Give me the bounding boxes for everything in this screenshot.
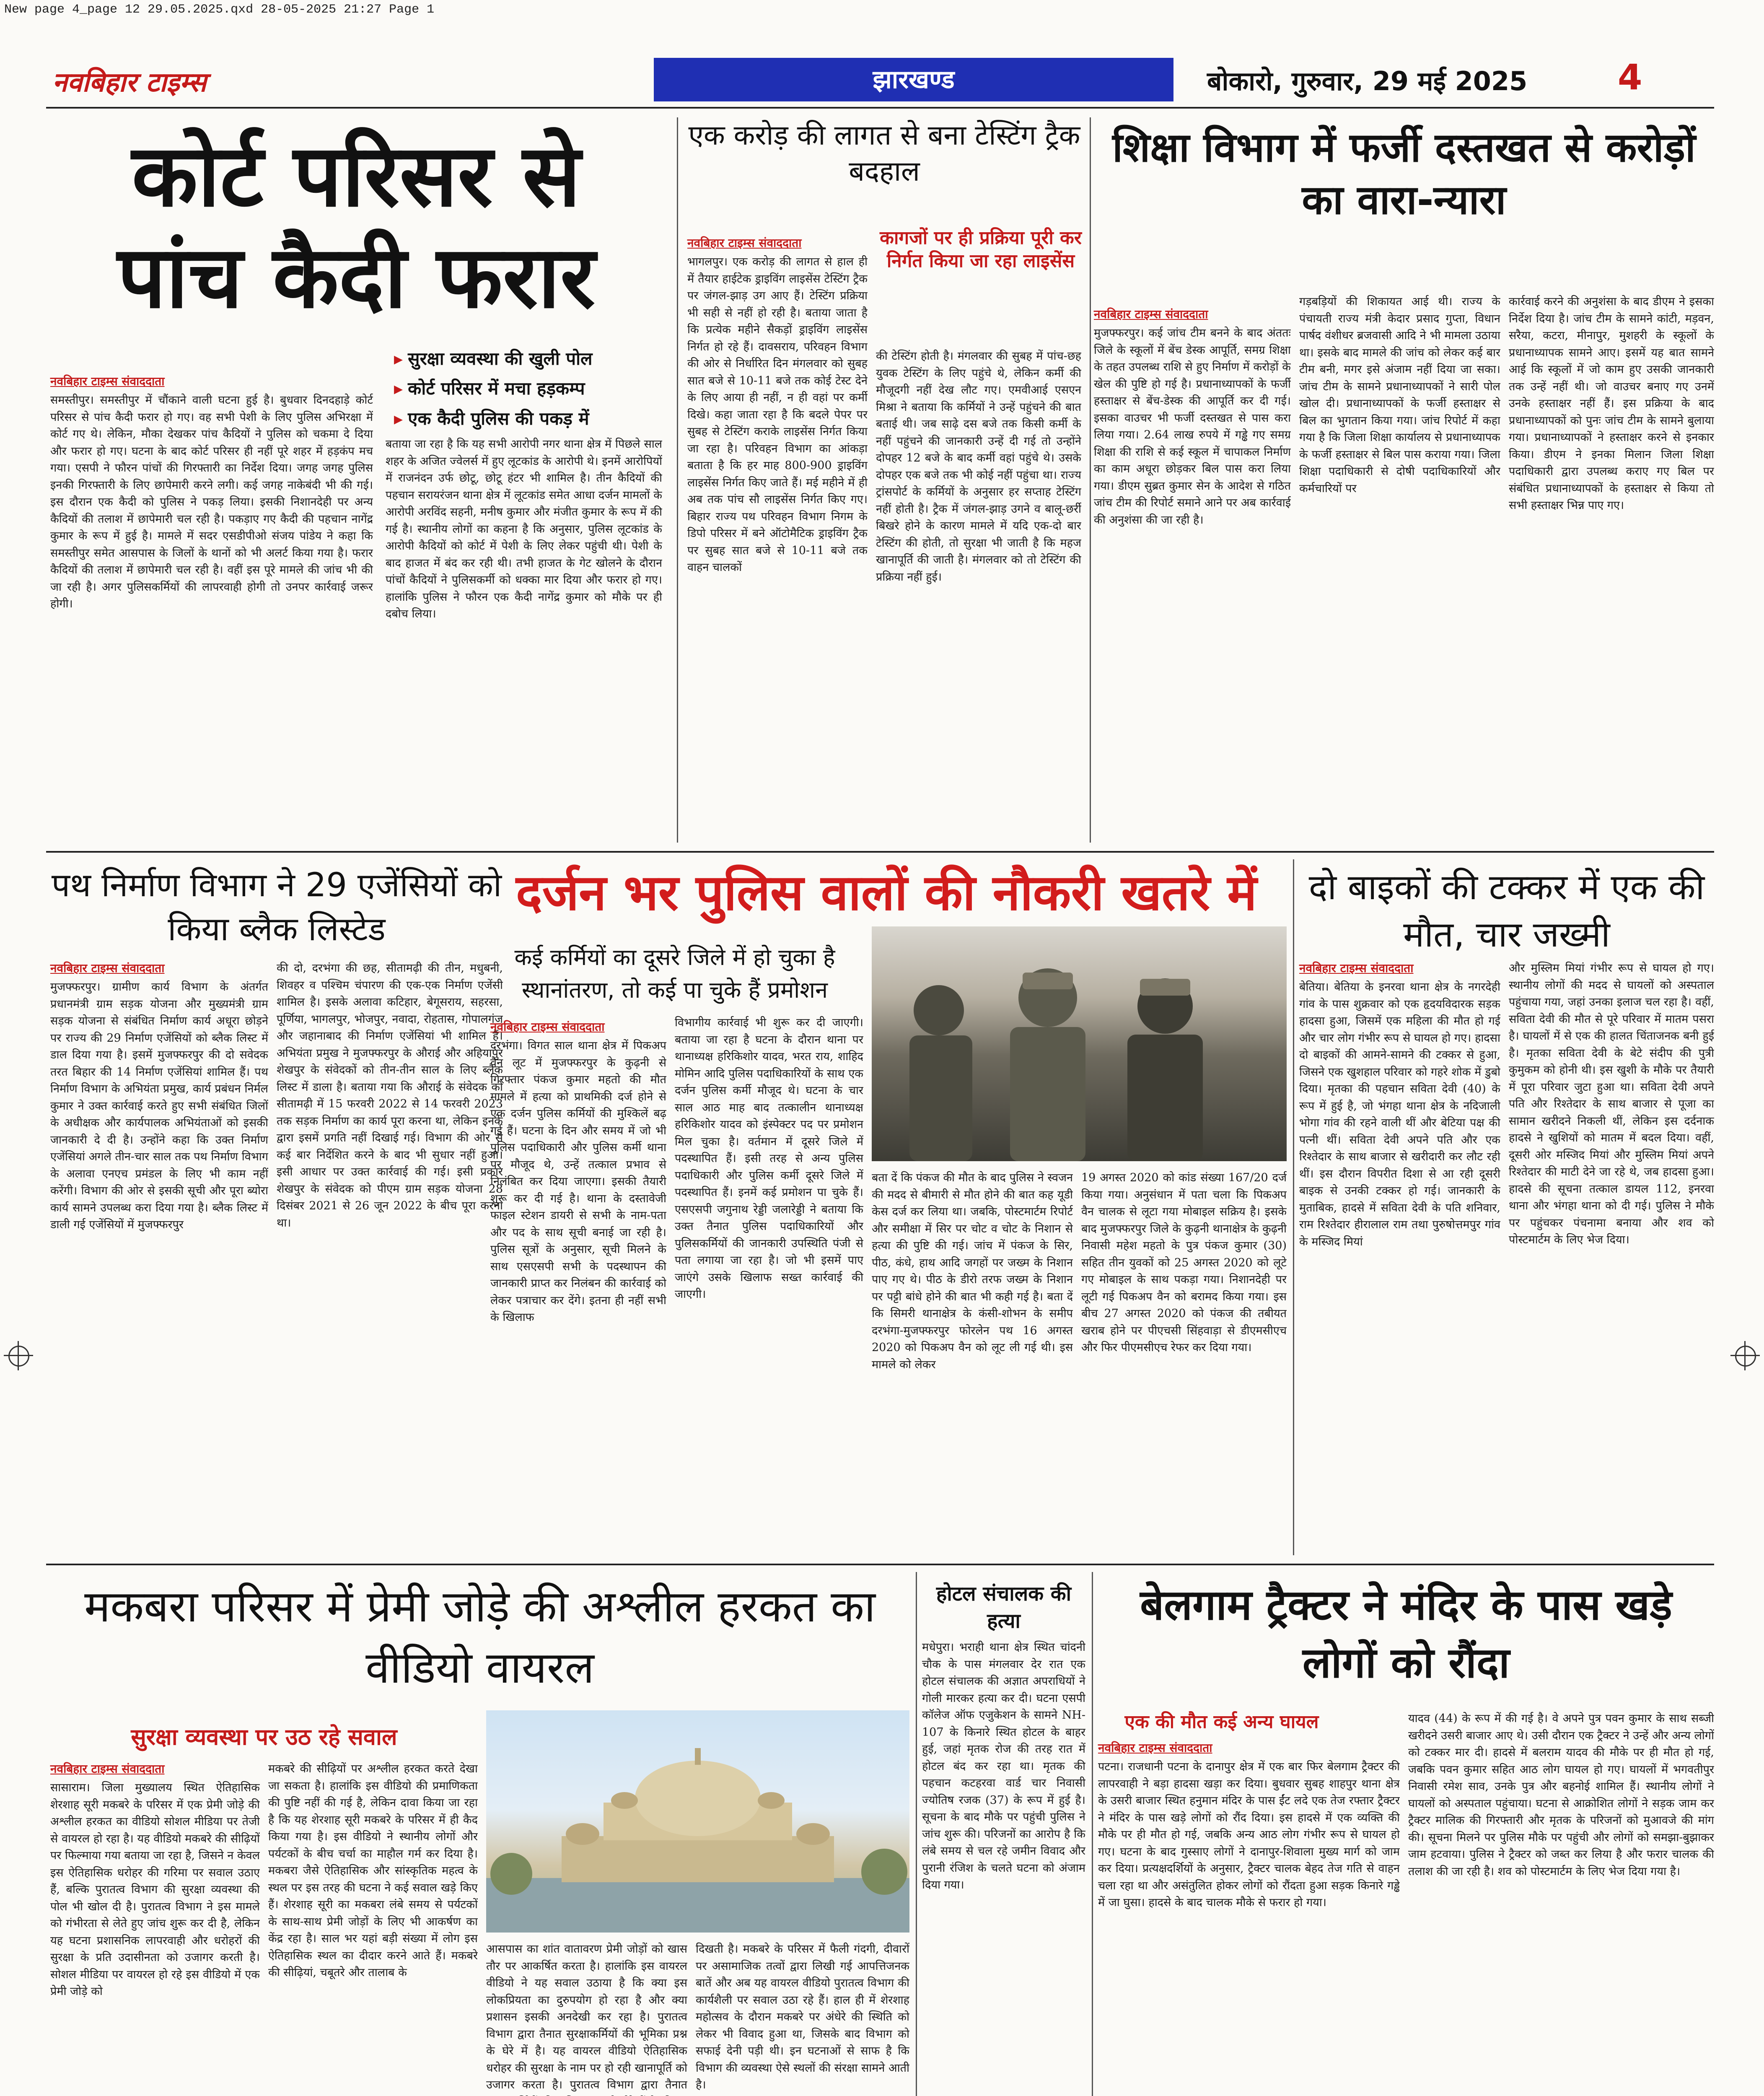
hotel-headline: होटल संचालक की हत्या (936, 1582, 1072, 1633)
bullet-2: ▸ कोर्ट परिसर में मचा हड़कम्प (394, 378, 585, 399)
section-tag: झारखण्ड (654, 58, 1173, 101)
tomb-image (486, 1710, 909, 1933)
fraud-headline: शिक्षा विभाग में फर्जी दस्तखत से करोड़ों का वारा-न्यारा (1112, 124, 1696, 223)
police-col-4: 19 अगस्त 2020 को कांड संख्या 167/20 दर्ज किया गया। अनुसंधान में पता चला कि पिकअप वैन चालक से लूटा गया मोबाइल सक्रिय है। इसके बाद मुजफ्फरपुर जिले के कुढ़नी थानाक्षेत्र के कुढ़नी निवासी महेश महतो के पुत्र पंकज कुमार (30) सहित तीन युवकों को 25 अगस्त 2020 को लूटे गए मोबाइल के साथ पकड़ा गया। निशानदेही पर लूटी गई पिकअप वैन को बरामद किया गया। इस बीच 27 अगस्त 2020 को पंकज की तबीयत खराब होने पर पीएचसी सिंहवाड़ा से डीएमसीएच और फिर पीएमसीएच रेफर कर दिया गया। (1081, 1171, 1287, 1354)
court-col-1: समस्तीपुर। समस्तीपुर में चौंकाने वाली घटना हुई है। बुधवार दिनदहाड़े कोर्ट परिसर से पांच कैदी फरार हो गए। वह सभी पेशी के लिए पुलिस अभिरक्षा में कोर्ट गए थे। लेकिन, मौका देखकर पांच कैदियों ने पुलिस को चकमा दे दिया और फरार हो गए। घटना के बाद कोर्ट परिसर ही नहीं पूरे शहर में हड़कंप मच गया। एसपी ने फौरन पांचों की गिरफ्तारी का निर्देश दिया। जगह जगह पुलिस इनकी गिरफ्तारी के लिए छापेमारी करने लगी। कई जगह नाकेबंदी भी की गई। इस दौरान एक कैदी को पुलिस ने पकड़ लिया। इसकी निशानदेही पर अन्य कैदियों की तलाश में छापेमारी चल रही है। पकड़ाए गए कैदी की पहचान नागेंद्र कुमार के रूप में हुई है। मामले में सदर एसडीपीओ संजय पांडेय ने कहा कि समस्तीपुर समेत आसपास के जिलों के थानों को भी अलर्ट किया गया है। फरार कैदियों की तलाश में छापेमारी चल रही है। वहीं इस पूरे मामले की जांच भी की जा रही है। अगर पुलिसकर्मियों की लापरवाही होगी तो उनपर कार्रवाई जरूर होगी। (50, 394, 373, 610)
tomb-byline: नवबिहार टाइम्स संवाददाता (50, 1762, 165, 1776)
tractor-col-1: पटना। राजधानी पटना के दानापुर क्षेत्र में एक बार फिर बेलगाम ट्रैक्टर की लापरवाही ने बड़ा हादसा खड़ा कर दिया। बुधवार सुबह शाहपुर थाना क्षेत्र के उसरी बाजार स्थित हनुमान मंदिर के पास ईंट लदे एक तेज रफ्तार ट्रैक्टर ने मंदिर के पास खड़े लोगों को रौंद दिया। इस हादसे में एक व्यक्ति की मौके पर ही मौत हो गई, जबकि अन्य आठ लोग गंभीर रूप से घायल हो गए। घटना के बाद गुस्साए लोगों ने दानापुर-शिवाला मुख्य मार्ग को जाम कर दिया। प्रत्यक्षदर्शियों के अनुसार, ट्रैक्टर चालक बेहद तेज गति से वाहन चला रहा था और असंतुलित होकर लोगों को रौंदता हुआ सड़क किनारे गड्ढे में जा घुसा। हादसे के बाद चालक मौके से फरार हो गया। (1098, 1760, 1400, 1909)
bikes-byline: नवबिहार टाइम्स संवाददाता (1299, 961, 1414, 975)
hotel-col-1: मधेपुरा। भराही थाना क्षेत्र स्थित चांदनी चौक के पास मंगलवार देर रात एक होटल संचालक की अज्ञात अपराधियों ने गोली मारकर हत्या कर दी। घटना एसपी कॉलेज ऑफ एजुकेशन के सामने NH-107 के किनारे स्थित होटल के बाहर हुई, जहां मृतक रोज की तरह रात में होटल बंद कर रहा था। मृतक की पहचान कटहरवा वार्ड चार निवासी ज्योतिष रजक (37) के रूप में हुई है। सूचना के बाद मौके पर पहुंची पुलिस ने जांच शुरू की। परिजनों का आरोप है कि लंबे समय से चल रहे जमीन विवाद और पुरानी रंजिश के चलते घटना को अंजाम दिया गया। (922, 1641, 1085, 1891)
blacklist-col-2: की दो, दरभंगा की छह, सीतामढ़ी की तीन, मधुबनी, शिवहर व पश्चिम चंपारण की एक-एक निर्माण एजेंसी शामिल है। इसके अलावा कटिहार, बेगूसराय, सहरसा, पूर्णिया, भागलपुर, भोजपुर, नवादा, रोहतास, गोपालगंज और जहानाबाद की निर्माण एजेंसियां भी शामिल हैं। अभियंता प्रमुख ने मुजफ्फरपुर के औराई और अहियापुर शेखपुर के संवेदकों को तीन-तीन साल के लिए ब्लैक लिस्ट में डाला है। बताया गया कि औराई के संवेदक को सीतामढ़ी में 15 फरवरी 2022 से 14 फरवरी 2023 तक सड़क निर्माण का कार्य पूरा करना था, लेकिन इनके द्वारा इसमें प्रगति नहीं दिखाई गई। विभाग की ओर से कई बार निर्देशित करने के बाद भी सुधार नहीं हुआ। इसी आधार पर उक्त कार्रवाई की गई। इसी प्रकार शेखपुर के संवेदक को पीएम ग्राम सड़क योजना 28 दिसंबर 2021 से 26 जून 2022 के बीच पूरा करना था। (277, 962, 503, 1230)
court-bullets (394, 344, 662, 433)
registration-mark-icon (1735, 1346, 1756, 1367)
tomb-subhead: सुरक्षा व्यवस्था पर उठ रहे सवाल (131, 1724, 397, 1750)
col-divider (1092, 1572, 1093, 2096)
bikes-col-2: और मुस्लिम मियां गंभीर रूप से घायल हो गए। स्थानीय लोगों की मदद से घायलों को अस्पताल पहुंचाया गया, जहां उनका इलाज चल रहा है। वहीं, सविता देवी की मौत से पूरे परिवार में मातम पसरा है। घायलों में से एक की हालत चिंताजनक बनी हुई है। मृतका सविता देवी के बेटे संदीप की पुत्री कुमुकम को होनी थी। इस खुशी के मौके पर तैयारी में पूरा परिवार जुटा हुआ था। सविता देवी अपने पति और रिश्तेदार के साथ बाजार से पूजा का सामान खरीदने निकली थीं, लेकिन इस दर्दनाक हादसे ने खुशियों को मातम में बदल दिया। वहीं, दूसरी ओर मस्जिद मियां और मुस्लिम मियां अपने रिश्तेदार की माटी देने जा रहे थे, जब हादसा हुआ। हादसे की सूचना तत्काल डायल 112, इनरवा थाना और भंगहा थाना को दी गई। पुलिस ने मौके पर पहुंचकर पंचनामा बनाया और शव को पोस्टमार्टम के लिए भेज दिया। (1509, 962, 1714, 1246)
slug-line: New page 4_page 12 29.05.2025.qxd 28-05-2025 21:27 Page 1 (4, 3, 435, 17)
col-divider (1293, 859, 1294, 1555)
tomb-headline: मकबरा परिसर में प्रेमी जोड़े की अश्लील हरकत का वीडियो वायरल (84, 1581, 876, 1693)
tractor-headline: बेलगाम ट्रैक्टर ने मंदिर के पास खड़े लोगों को रौंदा (1140, 1580, 1672, 1687)
police-col-2: विभागीय कार्रवाई भी शुरू कर दी जाएगी। बताया जा रहा है घटना के दौरान थाना पर थानाध्यक्ष हरिकिशोर यादव, भरत राय, शाहिद मोमिन आदि पुलिस पदाधिकारियों के साथ एक दर्जन पुलिस कर्मी मौजूद थे। घटना के चार साल आठ माह बाद तत्कालीन थानाध्यक्ष हरिकिशोर यादव को इंस्पेक्टर पद पर प्रमोशन मिल चुका है। वर्तमान में दूसरे जिले में पदस्थापित हैं। इसी तरह से अन्य पुलिस पदाधिकारी और पुलिस कर्मी दूसरे जिले में पदस्थापित हैं। इनमें कई प्रमोशन पा चुके हैं। एसएसपी जगुनाथ रेड्डी जलारेड्डी ने बताया कि उक्त तैनात पुलिस पदाधिकारियों और पुलिसकर्मियों की जानकारी उपस्थिति पंजी से पता लगाया जा रहा है। जो भी इसमें पाए जाएंगे उसके खिलाफ सख्त कार्रवाई की जाएगी। (675, 1016, 863, 1301)
tractor-col-2: यादव (44) के रूप में की गई है। वे अपने पुत्र पवन कुमार के साथ सब्जी खरीदने उसरी बाजार आए थे। उसी दौरान एक ट्रैक्टर ने उन्हें और अन्य लोगों को टक्कर मार दी। हादसे में बलराम यादव की मौके पर ही मौत हो गई, जबकि पवन कुमार सहित आठ लोग घायल हो गए। घायलों में भगवतीपुर निवासी रमेश साव, उनके पुत्र और बहनोई शामिल हैं। स्थानीय लोगों ने घायलों को अस्पताल पहुंचाया। घटना से आक्रोशित लोगों ने सड़क जाम कर ट्रैक्टर मालिक की गिरफ्तारी और मृतक के परिजनों को मुआवजे की मांग की। सूचना मिलने पर पुलिस मौके पर पहुंची और लोगों को समझा-बुझाकर जाम हटवाया। पुलिस ने ट्रैक्टर को जब्त कर लिया है और फरार चालक की तलाश की जा रही है। शव को पोस्टमार्टम के लिए भेज दिया गया है। (1408, 1712, 1714, 1878)
track-byline: नवबिहार टाइम्स संवाददाता (687, 236, 802, 250)
col-divider (677, 117, 678, 843)
masthead-rule (46, 107, 1714, 109)
blacklist-headline: पथ निर्माण विभाग ने 29 एजेंसियों को किया ब्लैक लिस्टेड (51, 866, 502, 949)
page-number: 4 (1618, 57, 1642, 98)
fraud-byline: नवबिहार टाइम्स संवाददाता (1094, 307, 1208, 321)
police-subhead: कई कर्मियों का दूसरे जिले में हो चुका है स्थानांतरण, तो कई पा चुके हैं प्रमोशन (514, 944, 835, 1004)
col-divider (916, 1572, 917, 2096)
fraud-col-1: मुजफ्फरपुर। कई जांच टीम बनने के बाद अंततः जिले के स्कूलों में बेंच डेस्क आपूर्ति, समग्र शिक्षा के तहत उपलब्ध राशि से हुए निर्माण में करोड़ों के खेल की पुष्टि हो गई है। प्रधानाध्यापकों के फर्जी हस्ताक्षर से बेंच-डेस्क की आपूर्ति कर दी गई। इसका वाउचर भी फर्जी दस्तखत से पास करा लिया गया। 2.64 लाख रुपये में गड्ढे गए समग्र शिक्षा की राशि से कई स्कूल में चापाकल निर्माण का काम अधूरा छोड़कर बिल पास करा लिया गया। डीएम सुब्रत कुमार सेन के आदेश से गठित जांच टीम की रिपोर्ट समाने आने पर अब कार्रवाई की अनुशंसा की जा रही है। (1094, 327, 1291, 527)
police-col-1: दरभंगा। विगत साल थाना क्षेत्र में पिकअप वैन लूट में मुजफ्फरपुर के कुढ़नी से गिरफ्तार पंकज कुमार महतो की मौत मामले में हत्या को प्राथमिकी दर्ज होने से एक दर्जन पुलिस कर्मियों की मुश्किलें बढ़ गई हैं। घटना के दिन और समय में जो भी पुलिस पदाधिकारी और पुलिस कर्मी थाना पर मौजूद थे, उन्हें तत्काल प्रभाव से निलंबित कर दिया जाएगा। इसकी तैयारी शुरू कर दी गई है। थाना के दस्तावेजी फाइल स्टेशन डायरी से सभी के नाम-पता और पद के साथ सूची बनाई जा रही है। पुलिस सूत्रों के अनुसार, सूची मिलने के साथ एसएसपी सभी के पदस्थापन की जानकारी प्राप्त कर निलंबन की कार्रवाई को लेकर पत्राचार कर देंगे। इतना ही नहीं सभी के खिलाफ (490, 1039, 666, 1324)
tomb-photo (486, 1710, 909, 1933)
police-photo (872, 926, 1287, 1161)
court-col-2: बताया जा रहा है कि यह सभी आरोपी नगर थाना क्षेत्र में पिछले साल शहर के अजित ज्वेलर्स में हुए लूटकांड के आरोपी थे। इनमें आरोपियों में राजनंदन उर्फ छोटू, छोटू हंटर भी शामिल है। तीन कैदियों की पहचान सरायरंजन थाना क्षेत्र में लूटकांड समेत आधा दर्जन मामलों के आरोपी अरविंद सहनी, मनीष कुमार और मंजीत कुमार के रूप में की गई है। स्थानीय लोगों का कहना है कि अनुसार, पुलिस लूटकांड के आरोपी कैदियों को कोर्ट में पेशी के लिए लेकर पहुंची थी। पेशी के बाद हाजत में बंद कर रही थी। तभी हाजत के गेट खोलने के दौरान पांचों कैदियों ने पुलिसकर्मी को धक्का मार दिया और फरार हो गए। हालांकि पुलिस ने फौरन एक कैदी नागेंद्र कुमार को मौके पर ही दबोच लिया। (386, 438, 662, 620)
dateline: बोकारो, गुरुवार, 29 मई 2025 (1207, 66, 1528, 96)
bullet-1: ▸ सुरक्षा व्यवस्था की खुली पोल (394, 348, 593, 369)
brand-name: नवबिहार टाइम्स (52, 67, 207, 98)
tractor-byline: नवबिहार टाइम्स संवाददाता (1098, 1741, 1212, 1755)
tractor-subhead: एक की मौत कई अन्य घायल (1124, 1711, 1319, 1733)
bikes-col-1: बेतिया। बेतिया के इनरवा थाना क्षेत्र के नगरदेही गांव के पास शुक्रवार को एक हृदयविदारक सड़क हादसा हुआ, जिसमें एक महिला की मौत हो गई और चार लोग गंभीर रूप से घायल हो गए। हादसा दो बाइकों की आमने-सामने की टक्कर से हुआ, जिसने एक खुशहाल परिवार को गहरे शोक में डुबो दिया। मृतका की पहचान सविता देवी (40) के रूप में हुई है, जो भंगहा थाना क्षेत्र के नदिजाली भोगा गांव की रहने वाली थीं और बेटिया पक्ष की पत्नी थीं। सविता देवी अपने पति और एक रिश्तेदार के साथ बाजार से खरीदारी कर लौट रही थीं। इस दौरान विपरीत दिशा से आ रही दूसरी बाइक से उनकी टक्कर हो गई। जानकारी के मुताबिक, हादसे में सविता देवी के पति शनिवार, राम रिश्तेदार हीरालाल राम तथा पुरुषोत्तमपुर गांव के मस्जिद मियां (1299, 981, 1500, 1248)
track-subhead: कागजों पर ही प्रक्रिया पूरी कर निर्गत किया जा रहा लाइसेंस (880, 227, 1082, 272)
tomb-col-4: दिखती है। मकबरे के परिसर में फैली गंदगी, दीवारों पर असामाजिक तत्वों द्वारा लिखी गई आपत्तिजनक बातें और अब यह वायरल वीडियो पुरातत्व विभाग की कार्यशैली पर सवाल उठा रहे हैं। हाल ही में शेरशाह महोत्सव के दौरान मकबरे पर अंधेरे की स्थिति को लेकर भी विवाद हुआ था, जिसके बाद विभाग को सफाई देनी पड़ी थी। इन घटनाओं से साफ है कि विभाग की व्यवस्था ऐसे स्थलों की संरक्षा सामने आती है। (696, 1943, 909, 2091)
tomb-col-1: सासाराम। जिला मुख्यालय स्थित ऐतिहासिक शेरशाह सूरी मकबरे के परिसर में एक प्रेमी जोड़े की अश्लील हरकत का वीडियो सोशल मीडिया पर तेजी से वायरल हो रहा है। यह वीडियो मकबरे की सीढ़ियों पर फिल्माया गया बताया जा रहा है, जिसने न केवल इस ऐतिहासिक धरोहर की गरिमा पर सवाल उठाए हैं, बल्कि पुरातत्व विभाग की सुरक्षा व्यवस्था की पोल भी खोल दी है। पुरातत्व विभाग ने इस मामले को गंभीरता से लेते हुए जांच शुरू कर दी है, लेकिन यह घटना प्रशासनिक लापरवाही और धरोहरों की सुरक्षा के प्रति उदासीनता को उजागर करती है। सोशल मीडिया पर वायरल हो रहे इस वीडियो में एक प्रेमी जोड़े को (50, 1781, 260, 1998)
police-byline: नवबिहार टाइम्स संवाददाता (490, 1020, 605, 1034)
row-rule (46, 851, 1714, 853)
blacklist-col-1: मुजफ्फरपुर। ग्रामीण कार्य विभाग के अंतर्गत प्रधानमंत्री ग्राम सड़क योजना और मुख्यमंत्री ग्राम सड़क योजना से संबंधित निर्माण कार्य अधूरा छोड़ने पर राज्य की 29 निर्माण एजेंसियों को ब्लैक लिस्ट में डाल दिया गया है। इसमें मुजफ्फरपुर की दो सवेदक तरत बिहार की 14 निर्माण एजेंसियां शामिल हैं। पथ निर्माण विभाग के अभियंता प्रमुख, कार्य प्रबंधन निर्मल कुमार ने उक्त कार्रवाई करते हुए सभी संबंधित जिलों के अधीक्षक और कार्यपालक अभियंताओं को इसकी जानकारी दे दी है। उन्होंने कहा कि उक्त निर्माण एजेंसियां अगले तीन-चार साल तक पथ निर्माण विभाग के अलावा एनएच प्रमंडल के लिए भी काम नहीं करेंगी। विभाग की ओर से इसकी सूची और पूरा ब्योरा कार्य सामने उपलब्ध करा दिया गया है। ब्लैक लिस्ट में डाली गई एजेंसियों में मुजफ्फरपुर (50, 981, 268, 1231)
track-col-1: भागलपुर। एक करोड़ की लागत से हाल ही में तैयार हाईटेक ड्राइविंग लाइसेंस टेस्टिंग ट्रैक पर जंगल-झाड़ उग आए हैं। टेस्टिंग प्रक्रिया भी सही से नहीं हो रही है। बताया जाता है कि प्रत्येक महीने सैकड़ों ड्राइविंग लाइसेंस निर्गत हो रहे हैं। दावसराय, परिवहन विभाग की ओर से निर्धारित दिन मंगलवार को सुबह सात बजे से 10-11 बजे तक कोई टेस्ट देने के लिए आया ही नहीं, न ही वहां पर कर्मी दिखे। कहा जाता रहा है कि बदले पेपर पर सुबह से टेस्टिंग कराके लाइसेंस निर्गत किया जा रहा है। परिवहन विभाग का आंकड़ा बताता है कि हर माह 800-900 ड्राइविंग लाइसेंस निर्गत किए जाते हैं। मई महीने में ही अब तक पांच सौ लाइसेंस निर्गत किए गए। बिहार राज्य पथ परिवहन विभाग निगम के डिपो परिसर में बने ऑटोमैटिक ड्राइविंग ट्रैक पर सुबह सात बजे से 10-11 बजे तक वाहन चालकों (687, 255, 868, 574)
court-byline: नवबिहार टाइम्स संवाददाता (50, 374, 165, 388)
police-col-3: बता दें कि पंकज की मौत के बाद पुलिस ने स्वजन की मदद से बीमारी से मौत होने की बात कह यूडी केस दर्ज कर लिया था। जबकि, पोस्टमार्टम रिपोर्ट और समीक्षा में सिर पर चोट व चोट के निशान से हत्या की पुष्टि की गई। जांच में पंकज के सिर, पीठ, कंधे, हाथ आदि जगहों पर जख्म के निशान पाए गए थे। पीठ के डीरो तरफ जख्म के निशान पर पट्टी बांधे होने की बात भी कही गई है। बता दें कि सिमरी थानाक्षेत्र के कंसी-शोभन के समीप दरभंगा-मुजफ्फरपुर फोरलेन पथ 16 अगस्त 2020 को पिकअप वैन को लूट ली गई थी। इस मामले को लेकर (872, 1171, 1073, 1371)
police-officers-image (872, 926, 1287, 1161)
track-col-2: की टेस्टिंग होती है। मंगलवार की सुबह में पांच-छह युवक टेस्टिंग के लिए पहुंचे थे, लेकिन कर्मी की मौजूदगी नहीं देख लौट गए। एमवीआई एसएन मिश्रा ने बताया कि कर्मियों ने उन्हें पहुंचने की बात बताई थी। जब साढ़े दस बजे तक किसी कर्मी के नहीं पहुंचने की जानकारी उन्हें दी गई तो उन्होंने दोपहर 12 बजे के बाद कर्मी वहां पहुंचे थे। उसके दोपहर एक बजे तक भी कोई नहीं पहुंचा था। राज्य ट्रांसपोर्ट के कर्मियों के अनुसार हर सप्ताह टेस्टिंग नहीं होती है। ट्रैक में जंगल-झाड़ उगने व बालू-छर्री बिखरे होने के कारण मामले में यदि एक-दो बार टेस्टिंग की होती, तो सुरक्षा भी जाती है कि महज खानापूर्ति की जाती है। मंगलवार को तो टेस्टिंग की प्रक्रिया नहीं हुई। (876, 350, 1081, 584)
col-divider (1090, 117, 1091, 843)
blacklist-byline: नवबिहार टाइम्स संवाददाता (50, 961, 165, 975)
track-headline: एक करोड़ की लागत से बना टेस्टिंग ट्रैक बदहाल (688, 119, 1080, 187)
registration-mark-icon (8, 1346, 29, 1367)
fraud-col-2: गड़बड़ियों की शिकायत आई थी। राज्य के पंचायती राज्य मंत्री केदार प्रसाद गुप्ता, विधान पार्षद वंशीधर ब्रजवासी आदि ने भी मामला उठाया था। इसके बाद मामले की जांच को लेकर कई बार टीम बनी, मगर इसे अंजाम नहीं दिया जा सका। जांच टीम के सामने प्रधानाध्यापकों ने सारी पोल खोल दी। प्रधानाध्यापकों के फर्जी हस्ताक्षर से बिल का भुगतान किया गया। जांच रिपोर्ट में कहा गया है कि जिला शिक्षा कार्यालय से प्रधानाध्यापक के फर्जी हस्ताक्षर से बिल पास कराया गया। जिला शिक्षा पदाधिकारी से दोषी पदाधिकारियों और कर्मचारियों पर (1299, 295, 1500, 495)
tomb-col-2: मकबरे की सीढ़ियों पर अश्लील हरकत करते देखा जा सकता है। हालांकि इस वीडियो की प्रमाणिकता की पुष्टि नहीं की गई है, लेकिन दावा किया जा रहा है कि यह शेरशाह सूरी मकबरे के परिसर में ही कैद किया गया है। इस वीडियो ने स्थानीय लोगों और पर्यटकों के बीच चर्चा का माहौल गर्म कर दिया है। मकबरा जैसे ऐतिहासिक और सांस्कृतिक महत्व के स्थल पर इस तरह की घटना ने कई सवाल खड़े किए हैं। शेरशाह सूरी का मकबरा लंबे समय से पर्यटकों के साथ-साथ प्रेमी जोड़ों के लिए भी आकर्षण का केंद्र रहा है। साल भर यहां बड़ी संख्या में लोग इस ऐतिहासिक स्थल का दीदार करने आते हैं। मकबरे की सीढ़ियां, चबूतरे और तालाब के (268, 1762, 478, 1979)
bullet-3: ▸ एक कैदी पुलिस की पकड़ में (394, 408, 589, 429)
police-headline: दर्जन भर पुलिस वालों की नौकरी खतरे में (516, 864, 1257, 921)
tomb-col-3: आसपास का शांत वातावरण प्रेमी जोड़ों को खास तौर पर आकर्षित करता है। हालांकि इस वायरल वीडियो ने यह सवाल उठाया है कि क्या इस लोकप्रियता का दुरुपयोग हो रहा है और क्या प्रशासन इसकी अनदेखी कर रहा है। पुरातत्व विभाग द्वारा तैनात सुरक्षाकर्मियों की भूमिका प्रश्न के घेरे में है। यह वायरल वीडियो ऐतिहासिक धरोहर की सुरक्षा के नाम पर हो रही खानापूर्ति को उजागर करता है। पुरातत्व विभाग द्वारा तैनात (486, 1943, 687, 2091)
court-headline: कोर्ट परिसर से पांच कैदी फरार (117, 126, 596, 327)
bikes-headline: दो बाइकों की टक्कर में एक की मौत, चार जख्मी (1308, 866, 1705, 955)
row-rule (46, 1564, 1714, 1565)
fraud-col-3: कार्रवाई करने की अनुशंसा के बाद डीएम ने इसका निर्देश दिया है। जांच टीम के सामने कांटी, मड़वन, सरैया, कटरा, मीनापुर, मुशहरी के स्कूलों के प्रधानाध्यापक सामने आए। इसमें यह बात सामने आई कि स्कूलों में जो काम हुए उसकी जानकारी तक उन्हें नहीं थी। जो वाउचर बनाए गए उनमें उनके हस्ताक्षर नहीं हैं। इस प्रक्रिया के बाद प्रधानाध्यापकों को पुनः जांच टीम के सामने बुलाया गया। प्रधानाध्यापकों ने हस्ताक्षर करने से इनकार किया। डीएम ने इनका मिलान जिला शिक्षा पदाधिकारी द्वारा उपलब्ध कराए गए बिल पर संबंधित प्रधानाध्यापकों के हस्ताक्षर से किया तो सभी हस्ताक्षर भिन्न पाए गए। (1509, 295, 1714, 512)
